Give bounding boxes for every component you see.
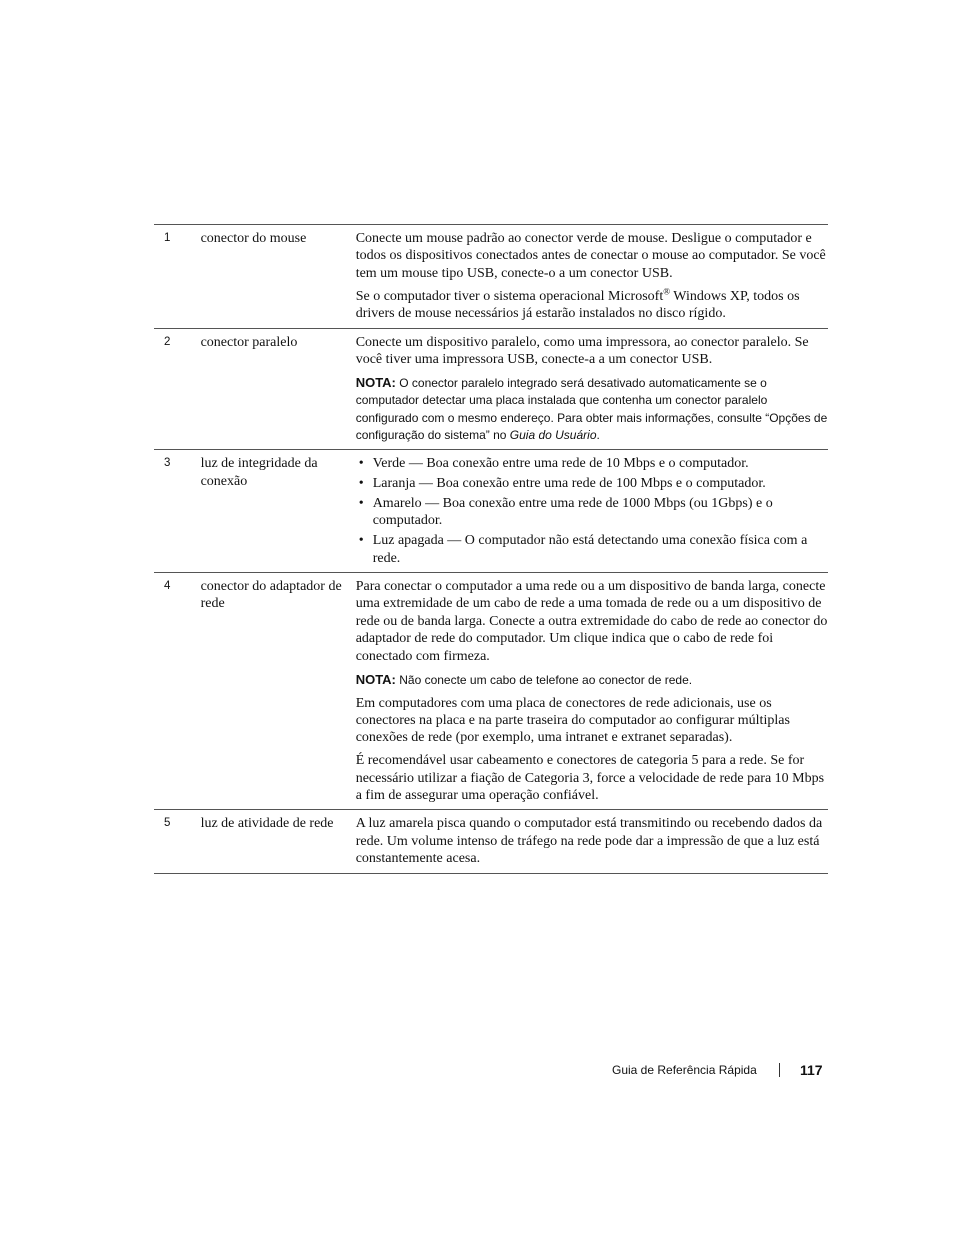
bullet-icon: • [358,456,364,472]
footer-title: Guia de Referência Rápida [612,1063,757,1077]
row-number: 2 [164,335,171,348]
description-paragraph: Conecte um dispositivo paralelo, como uma impressora, ao conector paralelo. Se você tiver uma impressora USB, conecte-a a um conector USB. [355,334,809,367]
registered-mark: ® [663,286,671,297]
description-paragraph: É recomendável usar cabeamento e conectores de categoria 5 para a rede. Se for necessário utilizar a fiação de Categoria 3, force a velocidade de rede para 10 Mbps a fim de assegurar uma operação confiável. [355,753,825,804]
list-item [356,532,828,567]
row-number: 5 [164,817,171,830]
list-item-text: Amarelo — Boa conexão entre uma rede de 1000 Mbps (ou 1Gbps) e o computador. [372,496,773,529]
description-paragraph: A luz amarela pisca quando o computador está transmitindo ou recebendo dados da rede. Um volume intenso de tráfego na rede pode dar a impressão de que a luz está constantemente acesa. [355,816,823,867]
connector-description [356,334,828,445]
connector-name: conector do adaptador de rede [200,579,342,612]
description-paragraph: Conecte um mouse padrão ao conector verde de mouse. Desligue o computador e todos os dispositivos conectados antes de conectar o mouse ao computador. Se você tem um mouse tipo USB, conecte-o a um conector USB. [355,231,826,281]
page-number: 117 [800,1062,823,1078]
status-bullet-list [356,455,828,567]
description-paragraph: Para conectar o computador a uma rede ou a um dispositivo de banda larga, conecte uma extremidade de um cabo de rede a uma tomada de rede ou a um dispositivo de rede ou de banda larga. Conecte a outra extremidade do cabo de rede ao conector do adaptador de rede do computador. Um clique indica que o cabo de rede foi conectado com firmeza. [355,579,828,664]
connector-table [154,224,828,874]
row-number: 3 [164,457,171,470]
table-row [154,225,828,329]
connector-description [356,815,828,867]
bullet-icon: • [358,533,364,549]
list-item-text: Verde — Boa conexão entre uma rede de 10 Mbps e o computador. [372,456,749,472]
connector-name: conector paralelo [200,334,298,350]
note-end: . [596,428,600,443]
list-item-text: Laranja — Boa conexão entre uma rede de 100 Mbps e o computador. [372,476,766,492]
page-footer [612,1062,828,1080]
table-row [154,450,828,573]
text-span: Se o computador tiver o sistema operacional Microsoft [355,288,664,304]
row-number: 4 [164,580,171,593]
note-label: NOTA: [355,671,396,687]
bullet-icon: • [358,476,364,492]
connector-description [356,230,828,323]
list-item [356,475,828,492]
note-label: NOTA: [355,374,396,390]
note-text: O conector paralelo integrado será desativado automaticamente se o computador detectar uma placa instalada que contenha um conector paralelo configurado com o mesmo endereço. Para obter mais informações, consulte “Opções de configuração do sistema” no [355,375,828,443]
note-text: Não conecte um cabo de telefone ao conector de rede. [395,672,693,687]
table-row [154,329,828,451]
description-paragraph [356,288,828,323]
list-item [356,495,828,530]
connector-name: luz de atividade de rede [200,816,334,832]
bullet-icon: • [358,496,364,512]
text-span: Windows XP, todos os drivers de mouse necessários já estarão instalados no disco rígido. [355,288,800,322]
note-block [356,374,828,445]
row-number: 1 [164,232,171,244]
connector-description [356,455,828,567]
note-italic-title: Guia do Usuário [509,428,597,443]
table-row [154,810,828,873]
list-item-text: Luz apagada — O computador não está detectando uma conexão física com a rede. [372,533,808,566]
table-row [154,573,828,810]
connector-name: conector do mouse [200,231,307,246]
note-block [356,671,828,689]
description-paragraph: Em computadores com uma placa de conectores de rede adicionais, use os conectores na placa e na parte traseira do computador ao configurar múltiplas conexões de rede (por exemplo, uma intranet e extranet separadas). [355,695,790,746]
list-item [356,455,828,472]
connector-name: luz de integridade da conexão [200,456,318,489]
footer-divider [779,1063,780,1077]
connector-description [356,578,828,804]
